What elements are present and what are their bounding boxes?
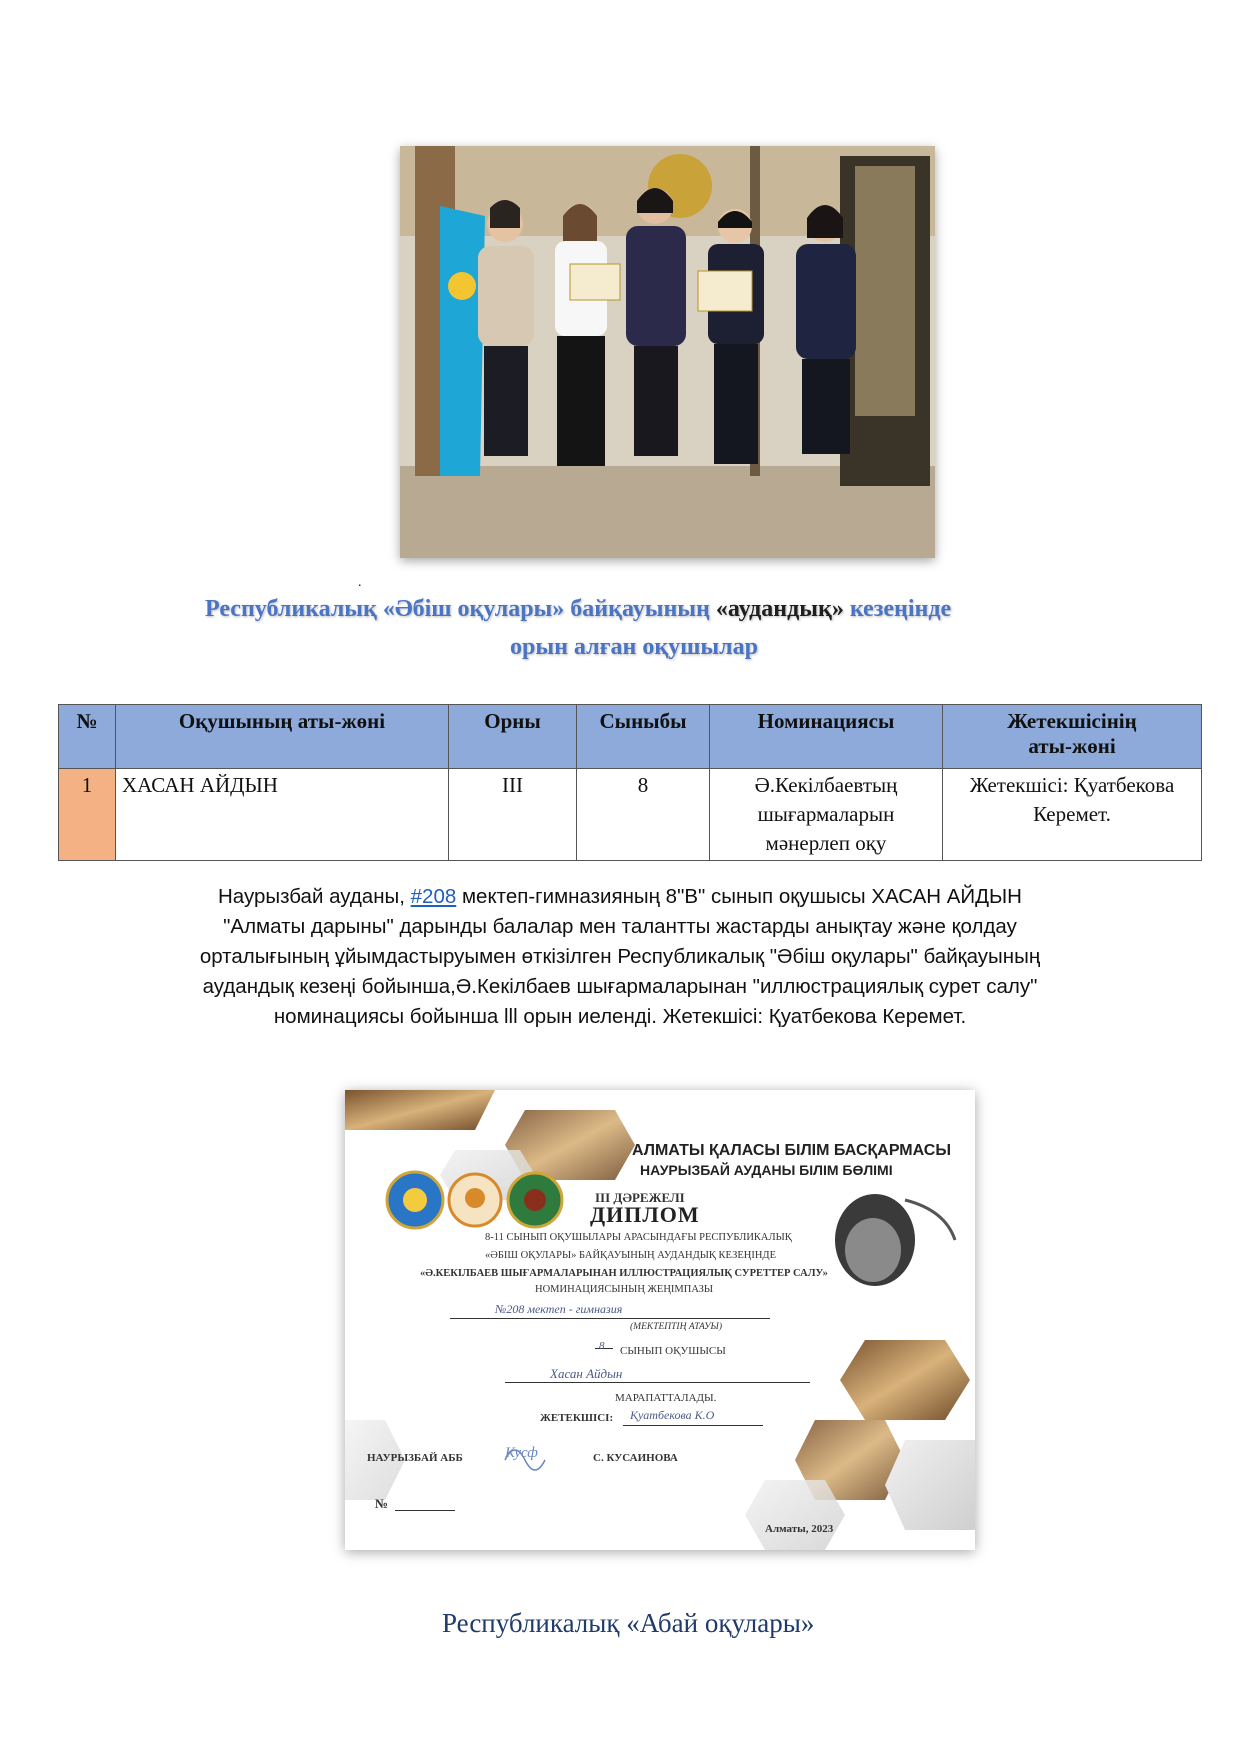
diploma-school-caption: (МЕКТЕПТІҢ АТАУЫ) [630,1322,722,1332]
heading-part-1: Республикалық «Әбіш оқулары» байқауының [205,596,716,622]
desc-text-post: мектеп-гимназияның 8"В" сынып оқушысы ХАСАН АЙДЫН [456,885,1022,908]
mentor-line1: Жетекшісі: Қуатбекова [969,773,1175,797]
mentor-line2: Керемет. [1033,802,1111,826]
col-mentor-line2: аты-жөні [1028,734,1116,758]
diploma-image [345,1090,975,1550]
diploma-mentor-label: ЖЕТЕКШІСІ: [540,1412,614,1424]
cell-student-name: ХАСАН АЙДЫН [116,769,449,861]
col-mentor-line1: Жетекшісінің [1007,709,1137,733]
diploma-line-2: «ӘБІШ ОҚУЛАРЫ» БАЙҚАУЫНЫҢ АУДАНДЫҚ КЕЗЕҢІНДЕ [485,1250,777,1261]
diploma-number-label: № [375,1496,389,1511]
diploma-department: НАУРЫЗБАЙ АББ [367,1452,463,1464]
section-heading [205,596,1125,623]
diploma-degree: III ДӘРЕЖЕЛІ [595,1190,685,1205]
cell-nomination [710,769,943,861]
cell-mentor [943,769,1202,861]
diploma-signature: Кусф [505,1445,538,1461]
diploma-line-4: НОМИНАЦИЯСЫНЫҢ ЖЕҢІМПАЗЫ [535,1284,714,1295]
desc-line-1 [170,882,1070,912]
diploma-class-handwriting: 8 [599,1340,605,1352]
emblem-center [449,1174,501,1226]
description-paragraph [170,882,1070,1032]
table-header-row [59,705,1202,769]
diploma-mentor-handwriting: Қуатбекова К.О [630,1408,715,1422]
person-3 [626,188,686,456]
results-table [58,704,1202,861]
diploma-org-1: АЛМАТЫ ҚАЛАСЫ БІЛІМ БАСҚАРМАСЫ [632,1142,951,1159]
col-student-name: Оқушының аты-жөні [116,705,449,769]
desc-line-3: орталығының ұйымдастыруымен өткізілген Республикалық "Әбіш оқулары" байқауының [199,945,1041,968]
diploma-name-rule [505,1382,810,1383]
heading-part-3: кезеңінде [843,596,952,622]
col-number: № [59,705,116,769]
col-mentor [943,705,1202,769]
diploma-title: ДИПЛОМ [590,1202,700,1227]
diploma-school-rule [450,1318,770,1319]
diploma-class-label: СЫНЫП ОҚУШЫСЫ [620,1345,726,1357]
desc-line-2: "Алматы дарыны" дарынды балалар мен талантты жастарды анықтау және қолдау [223,915,1017,938]
school-link[interactable]: #208 [410,885,457,908]
award-photo [400,146,935,558]
desc-line-5: номинациясы бойынша lll орын иеленді. Жетекшісі: Қуатбекова Керемет. [273,1005,967,1028]
nomination-line1: Ә.Кекілбаевтың [754,773,898,797]
photo-illustration [400,146,935,558]
emblem-right [508,1173,562,1227]
col-nomination: Номинациясы [710,705,943,769]
diploma-signer: С. КУСАИНОВА [593,1452,678,1464]
stray-dot: . [358,575,362,590]
diploma-line-3: «Ә.КЕКІЛБАЕВ ШЫҒАРМАЛАРЫНАН ИЛЛЮСТРАЦИЯЛЫҚ СУРЕТТЕР САЛУ» [420,1268,828,1279]
diploma-school-handwriting: №208 мектеп - гимназия [495,1302,623,1316]
section-heading-line2: орын алған оқушылар [510,634,758,660]
col-place: Орны [449,705,577,769]
cell-number: 1 [59,769,116,861]
desc-text-pre: Наурызбай ауданы, [217,885,411,908]
diploma-line-1: 8-11 СЫНЫП ОҚУШЫЛАРЫ АРАСЫНДАҒЫ РЕСПУБЛИКАЛЫҚ [485,1232,792,1243]
nomination-line3: мәнерлеп оқу [765,831,887,855]
diploma-mentor-rule [623,1425,763,1426]
diploma-awarded: МАРАПАТТАЛАДЫ. [615,1392,717,1404]
nomination-line2: шығармаларын [757,802,895,826]
emblem-left [387,1172,443,1228]
diploma-name-handwriting: Хасан Айдын [550,1366,623,1381]
col-grade: Сыныбы [577,705,710,769]
diploma-org-2: НАУРЫЗБАЙ АУДАНЫ БІЛІМ БӨЛІМІ [640,1162,893,1178]
table-row [59,769,1202,861]
next-section-heading: Республикалық «Абай оқулары» [442,1608,815,1638]
diploma-place-year: Алматы, 2023 [765,1523,834,1535]
desc-line-4: аудандық кезеңі бойынша,Ә.Кекілбаев шығармаларынан "иллюстрациялық сурет салу" [202,975,1038,998]
heading-part-2: «аудандық» [715,596,844,622]
cell-grade: 8 [577,769,710,861]
cell-place: III [449,769,577,861]
diploma-number-rule [395,1510,455,1511]
